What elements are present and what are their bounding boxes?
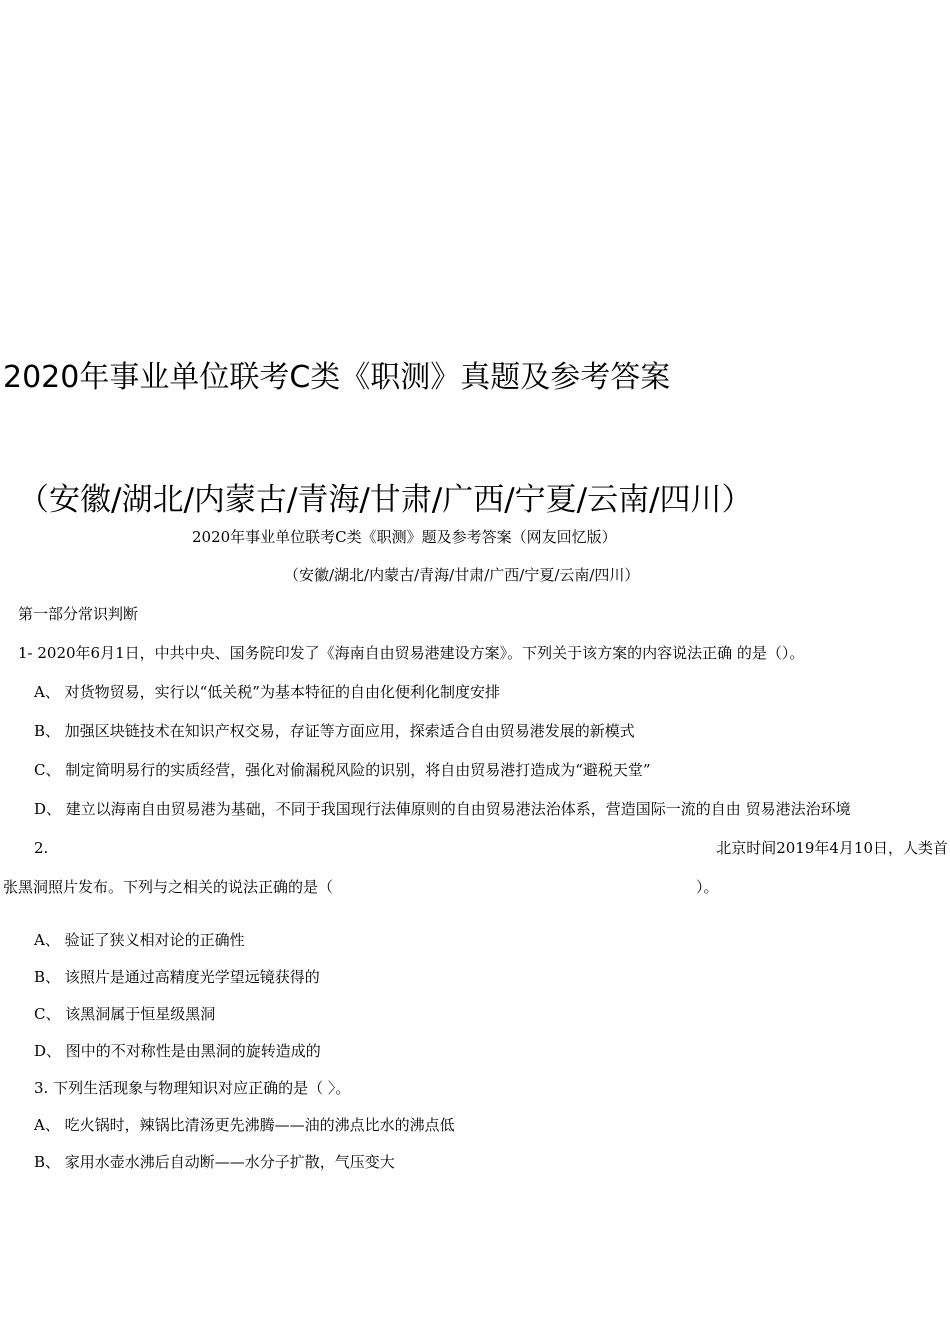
question-1-option-a: A、 对货物贸易，实行以“低关税”为基本特征的自由化便利化制度安排 — [34, 683, 500, 701]
question-1-option-d: D、 建立以海南自由贸易港为基础，不同于我国现行法俥原则的自由贸易港法治体系，营造国际一流的自由 贸易港法治环境 — [34, 800, 851, 818]
question-2-option-d: D、 图中的不对称性是由黑洞的旋转造成的 — [34, 1042, 321, 1060]
question-1-stem: 1- 2020年6月1日，中共中央、国务院印发了《海南自由贸易港建设方案》。下列关于该方案的内容说法正确 的是（）。 — [18, 644, 805, 662]
document-title: 2020年事业单位联考C类《职测》真题及参考答案 — [3, 360, 671, 395]
section-heading: 第一部分常识判断 — [18, 605, 139, 623]
question-2-option-c: C、 该黑洞属于恒星级黑洞 — [34, 1005, 216, 1023]
question-3-option-b: B、 家用水壶水沸后自动断——水分子扩散，气压变大 — [34, 1153, 395, 1171]
question-1-option-b: B、 加强区块链技术在知识产权交易，存证等方面应用，探索适合自由贸易港发展的新模式 — [34, 722, 635, 740]
question-2-option-b: B、 该照片是通过高精度光学望远镜获得的 — [34, 968, 320, 986]
question-2-stem-right: 北京时间2019年4月10日，人类首 — [716, 839, 948, 857]
document-subtitle: 2020年事业单位联考C类《职测》题及参考答案（网友回忆版） — [192, 528, 617, 546]
question-1-option-c: C、 制定简明易行的实质经营，强化对偷漏税风险的识别，将自由贸易港打造成为“避税天堂” — [34, 761, 651, 779]
document-regions: （安徽/湖北/内蒙古/青海/甘肃/广西/宁夏/云南/四川） — [18, 482, 753, 518]
question-3-option-a: A、 吃火锅时，辣锅比清汤更先沸腾——油的沸点比水的沸点低 — [34, 1116, 455, 1134]
question-3-stem: 3. 下列生活现象与物理知识对应正确的是（ 〉。 — [34, 1079, 351, 1097]
question-2-option-a: A、 验证了狭义相对论的正确性 — [34, 931, 245, 949]
question-2-stem-end: ）。 — [696, 878, 719, 896]
question-2-number: 2. — [34, 839, 49, 857]
question-2-stem-continuation: 张黑洞照片发布。下列与之相关的说法正确的是（ — [3, 878, 334, 896]
document-sub-regions: （安徽/湖北/内蒙古/青海/甘肃/广西/宁夏/云南/四川） — [284, 566, 640, 584]
